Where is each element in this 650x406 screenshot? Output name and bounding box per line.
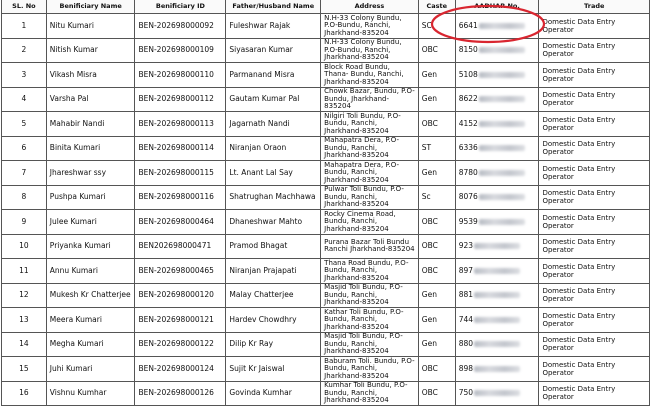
- table-row: [2, 332, 650, 357]
- aadhar-redacted-blur: [474, 268, 520, 274]
- cell-sl: 8: [2, 185, 47, 210]
- cell-trade: Domestic Data Entry Operator: [539, 63, 650, 88]
- aadhar-visible-digits: 8622: [458, 94, 478, 104]
- cell-address: Thana Road Bundu, P.O-Bundu, Ranchi, Jharkhand-835204: [321, 259, 419, 284]
- aadhar-visible-digits: 8150: [458, 45, 478, 55]
- cell-id: BEN-202698000109: [135, 38, 226, 63]
- cell-id: BEN-202698000465: [135, 259, 226, 284]
- cell-caste: Gen: [418, 161, 455, 186]
- table-row: [2, 185, 650, 210]
- cell-aadhar: [455, 381, 539, 406]
- cell-address: Mahapatra Dera, P.O-Bundu, Ranchi, Jharkhand-835204: [321, 161, 419, 186]
- cell-caste: OBC: [418, 38, 455, 63]
- cell-aadhar: [455, 357, 539, 382]
- cell-trade: Domestic Data Entry Operator: [539, 332, 650, 357]
- cell-name: Priyanka Kumari: [46, 234, 135, 259]
- cell-father: Dilip Kr Ray: [226, 332, 321, 357]
- header-sl: SL. No: [2, 0, 47, 14]
- cell-address: N.H-33 Colony Bundu, P.O-Bundu, Ranchi, Jharkhand-835204: [321, 14, 419, 39]
- aadhar-visible-digits: 5108: [458, 69, 478, 79]
- header-name: Benificiary Name: [46, 0, 135, 14]
- cell-sl: 7: [2, 161, 47, 186]
- cell-sl: 14: [2, 332, 47, 357]
- cell-aadhar: [455, 259, 539, 284]
- cell-caste: Gen: [418, 283, 455, 308]
- table-row: [2, 63, 650, 88]
- aadhar-redacted-blur: [474, 390, 520, 396]
- table-row: [2, 259, 650, 284]
- aadhar-visible-digits: 880: [458, 339, 474, 349]
- cell-caste: Gen: [418, 332, 455, 357]
- cell-caste: Gen: [418, 63, 455, 88]
- cell-father: Fuleshwar Rajak: [226, 14, 321, 39]
- aadhar-visible-digits: 750: [458, 388, 474, 398]
- cell-name: Mukesh Kr Chatterjee: [46, 283, 135, 308]
- cell-address: N.H-33 Colony Bundu, P.O-Bundu, Ranchi, Jharkhand-835204: [321, 38, 419, 63]
- cell-name: Jhareshwar ssy: [46, 161, 135, 186]
- aadhar-redacted-blur: [479, 219, 525, 225]
- table-row: [2, 112, 650, 137]
- cell-caste: OBC: [418, 112, 455, 137]
- aadhar-visible-digits: 897: [458, 265, 474, 275]
- table-row: [2, 210, 650, 235]
- table-row: [2, 283, 650, 308]
- table-row: [2, 38, 650, 63]
- cell-father: Hardev Chowdhry: [226, 308, 321, 333]
- table-row: [2, 136, 650, 161]
- cell-father: Malay Chatterjee: [226, 283, 321, 308]
- cell-trade: Domestic Data Entry Operator: [539, 210, 650, 235]
- cell-father: Pramod Bhagat: [226, 234, 321, 259]
- beneficiary-table: [1, 0, 650, 406]
- cell-father: Parmanand Misra: [226, 63, 321, 88]
- cell-trade: Domestic Data Entry Operator: [539, 185, 650, 210]
- cell-caste: ST: [418, 136, 455, 161]
- cell-name: Vikash Misra: [46, 63, 135, 88]
- cell-aadhar: [455, 87, 539, 112]
- cell-trade: Domestic Data Entry Operator: [539, 234, 650, 259]
- cell-caste: OBC: [418, 234, 455, 259]
- aadhar-redacted-blur: [479, 145, 525, 151]
- cell-address: Mahapatra Dera, P.O-Bundu, Ranchi, Jharkhand-835204: [321, 136, 419, 161]
- cell-father: Siyasaran Kumar: [226, 38, 321, 63]
- table-row: [2, 87, 650, 112]
- cell-id: BEN-202698000121: [135, 308, 226, 333]
- cell-sl: 11: [2, 259, 47, 284]
- cell-aadhar: [455, 283, 539, 308]
- aadhar-redacted-blur: [474, 243, 520, 249]
- table-row: [2, 234, 650, 259]
- aadhar-visible-digits: 8780: [458, 167, 478, 177]
- cell-father: Jagarnath Nandi: [226, 112, 321, 137]
- cell-id: BEN-202698000114: [135, 136, 226, 161]
- cell-id: BEN-202698000116: [135, 185, 226, 210]
- cell-address: Block Road Bundu, Thana- Bundu, Ranchi, Jharkhand-835204: [321, 63, 419, 88]
- cell-trade: Domestic Data Entry Operator: [539, 161, 650, 186]
- cell-trade: Domestic Data Entry Operator: [539, 136, 650, 161]
- cell-aadhar: [455, 112, 539, 137]
- cell-aadhar: [455, 210, 539, 235]
- cell-caste: OBC: [418, 357, 455, 382]
- cell-sl: 6: [2, 136, 47, 161]
- aadhar-visible-digits: 881: [458, 290, 474, 300]
- cell-address: Pulwar Toli Bundu, P.O-Bundu, Ranchi, Jharkhand-835204: [321, 185, 419, 210]
- cell-sl: 10: [2, 234, 47, 259]
- aadhar-visible-digits: 4152: [458, 118, 478, 128]
- cell-address: Kumhar Toli Bundu, P.O-Bundu, Ranchi, Jharkhand-835204: [321, 381, 419, 406]
- cell-father: Govinda Kumhar: [226, 381, 321, 406]
- cell-name: Annu Kumari: [46, 259, 135, 284]
- cell-name: Binita Kumari: [46, 136, 135, 161]
- aadhar-redacted-blur: [474, 292, 520, 298]
- cell-name: Julee Kumari: [46, 210, 135, 235]
- cell-aadhar: [455, 136, 539, 161]
- cell-aadhar: [455, 38, 539, 63]
- cell-id: BEN-202698000464: [135, 210, 226, 235]
- cell-name: Megha Kumari: [46, 332, 135, 357]
- cell-address: Purana Bazar Toli Bundu Ranchi Jharkhand-835204: [321, 234, 419, 259]
- cell-trade: Domestic Data Entry Operator: [539, 283, 650, 308]
- cell-sl: 2: [2, 38, 47, 63]
- cell-address: Baburam Toli. Bundu, P.O-Bundu, Ranchi, Jharkhand-835204: [321, 357, 419, 382]
- header-aadhar: AADHAR No.: [455, 0, 539, 14]
- cell-trade: Domestic Data Entry Operator: [539, 112, 650, 137]
- header-row: [2, 0, 650, 14]
- cell-trade: Domestic Data Entry Operator: [539, 87, 650, 112]
- cell-father: Gautam Kumar Pal: [226, 87, 321, 112]
- table-row: [2, 161, 650, 186]
- aadhar-visible-digits: 6336: [458, 143, 478, 153]
- cell-id: BEN202698000471: [135, 234, 226, 259]
- aadhar-visible-digits: 744: [458, 314, 474, 324]
- cell-name: Vishnu Kumhar: [46, 381, 135, 406]
- cell-id: BEN-202698000122: [135, 332, 226, 357]
- cell-id: BEN-202698000115: [135, 161, 226, 186]
- cell-name: Nitu Kumari: [46, 14, 135, 39]
- cell-caste: SC: [418, 14, 455, 39]
- cell-father: Dhaneshwar Mahto: [226, 210, 321, 235]
- cell-name: Juhi Kumari: [46, 357, 135, 382]
- cell-aadhar: [455, 234, 539, 259]
- aadhar-visible-digits: 923: [458, 241, 474, 251]
- cell-caste: Gen: [418, 87, 455, 112]
- cell-id: BEN-202698000112: [135, 87, 226, 112]
- cell-father: Shatrughan Machhawa: [226, 185, 321, 210]
- cell-address: Rocky Cinema Road, Bundu, Ranchi, Jharkhand-835204: [321, 210, 419, 235]
- cell-caste: OBC: [418, 381, 455, 406]
- cell-name: Meera Kumari: [46, 308, 135, 333]
- cell-sl: 3: [2, 63, 47, 88]
- cell-address: Masjid Toli Bundu, P.O-Bundu, Ranchi, Jharkhand-835204: [321, 332, 419, 357]
- cell-caste: Gen: [418, 308, 455, 333]
- cell-id: BEN-202698000126: [135, 381, 226, 406]
- cell-address: Chowk Bazar, Bundu, P.O-Bundu, Jharkhand-835204: [321, 87, 419, 112]
- cell-caste: Sc: [418, 185, 455, 210]
- header-father: Father/Husband Name: [226, 0, 321, 14]
- aadhar-visible-digits: 898: [458, 363, 474, 373]
- aadhar-visible-digits: 9539: [458, 216, 478, 226]
- cell-aadhar: [455, 14, 539, 39]
- aadhar-redacted-blur: [479, 72, 525, 78]
- aadhar-redacted-blur: [479, 47, 525, 53]
- cell-aadhar: [455, 185, 539, 210]
- cell-father: Niranjan Oraon: [226, 136, 321, 161]
- cell-name: Pushpa Kumari: [46, 185, 135, 210]
- aadhar-visible-digits: 8076: [458, 192, 478, 202]
- cell-aadhar: [455, 332, 539, 357]
- cell-father: Niranjan Prajapati: [226, 259, 321, 284]
- cell-address: Kathar Toli Bundu, P.O-Bundu, Ranchi, Jharkhand-835204: [321, 308, 419, 333]
- cell-id: BEN-202698000113: [135, 112, 226, 137]
- cell-id: BEN-202698000124: [135, 357, 226, 382]
- table-row: [2, 357, 650, 382]
- cell-sl: 16: [2, 381, 47, 406]
- cell-aadhar: [455, 161, 539, 186]
- cell-trade: Domestic Data Entry Operator: [539, 357, 650, 382]
- cell-aadhar: [455, 308, 539, 333]
- table-body: [2, 14, 650, 406]
- cell-sl: 12: [2, 283, 47, 308]
- aadhar-redacted-blur: [479, 194, 525, 200]
- cell-name: Nitish Kumar: [46, 38, 135, 63]
- cell-father: Lt. Anant Lal Say: [226, 161, 321, 186]
- cell-name: Mahabir Nandi: [46, 112, 135, 137]
- table-row: [2, 308, 650, 333]
- cell-name: Varsha Pal: [46, 87, 135, 112]
- cell-sl: 9: [2, 210, 47, 235]
- table-row: [2, 381, 650, 406]
- header-address: Address: [321, 0, 419, 14]
- aadhar-redacted-blur: [479, 121, 525, 127]
- cell-id: BEN-202698000120: [135, 283, 226, 308]
- cell-aadhar: [455, 63, 539, 88]
- cell-father: Sujit Kr Jaiswal: [226, 357, 321, 382]
- aadhar-redacted-blur: [474, 366, 520, 372]
- cell-sl: 15: [2, 357, 47, 382]
- aadhar-visible-digits: 6641: [458, 20, 478, 30]
- cell-trade: Domestic Data Entry Operator: [539, 38, 650, 63]
- cell-trade: Domestic Data Entry Operator: [539, 14, 650, 39]
- cell-id: BEN-202698000092: [135, 14, 226, 39]
- cell-id: BEN-202698000110: [135, 63, 226, 88]
- cell-sl: 1: [2, 14, 47, 39]
- aadhar-redacted-blur: [479, 96, 525, 102]
- cell-sl: 4: [2, 87, 47, 112]
- aadhar-redacted-blur: [479, 170, 525, 176]
- header-id: Benificiary ID: [135, 0, 226, 14]
- header-caste: Caste: [418, 0, 455, 14]
- cell-trade: Domestic Data Entry Operator: [539, 308, 650, 333]
- cell-caste: OBC: [418, 259, 455, 284]
- cell-address: Masjid Toli Bundu, P.O-Bundu, Ranchi, Jharkhand-835204: [321, 283, 419, 308]
- table-row: [2, 14, 650, 39]
- aadhar-redacted-blur: [474, 317, 520, 323]
- cell-address: Nilgiri Toli Bundu, P.O-Bundu, Ranchi, Jharkhand-835204: [321, 112, 419, 137]
- cell-caste: OBC: [418, 210, 455, 235]
- header-trade: Trade: [539, 0, 650, 14]
- aadhar-redacted-blur: [474, 341, 520, 347]
- aadhar-redacted-blur: [479, 23, 525, 29]
- cell-sl: 5: [2, 112, 47, 137]
- cell-trade: Domestic Data Entry Operator: [539, 381, 650, 406]
- cell-sl: 13: [2, 308, 47, 333]
- cell-trade: Domestic Data Entry Operator: [539, 259, 650, 284]
